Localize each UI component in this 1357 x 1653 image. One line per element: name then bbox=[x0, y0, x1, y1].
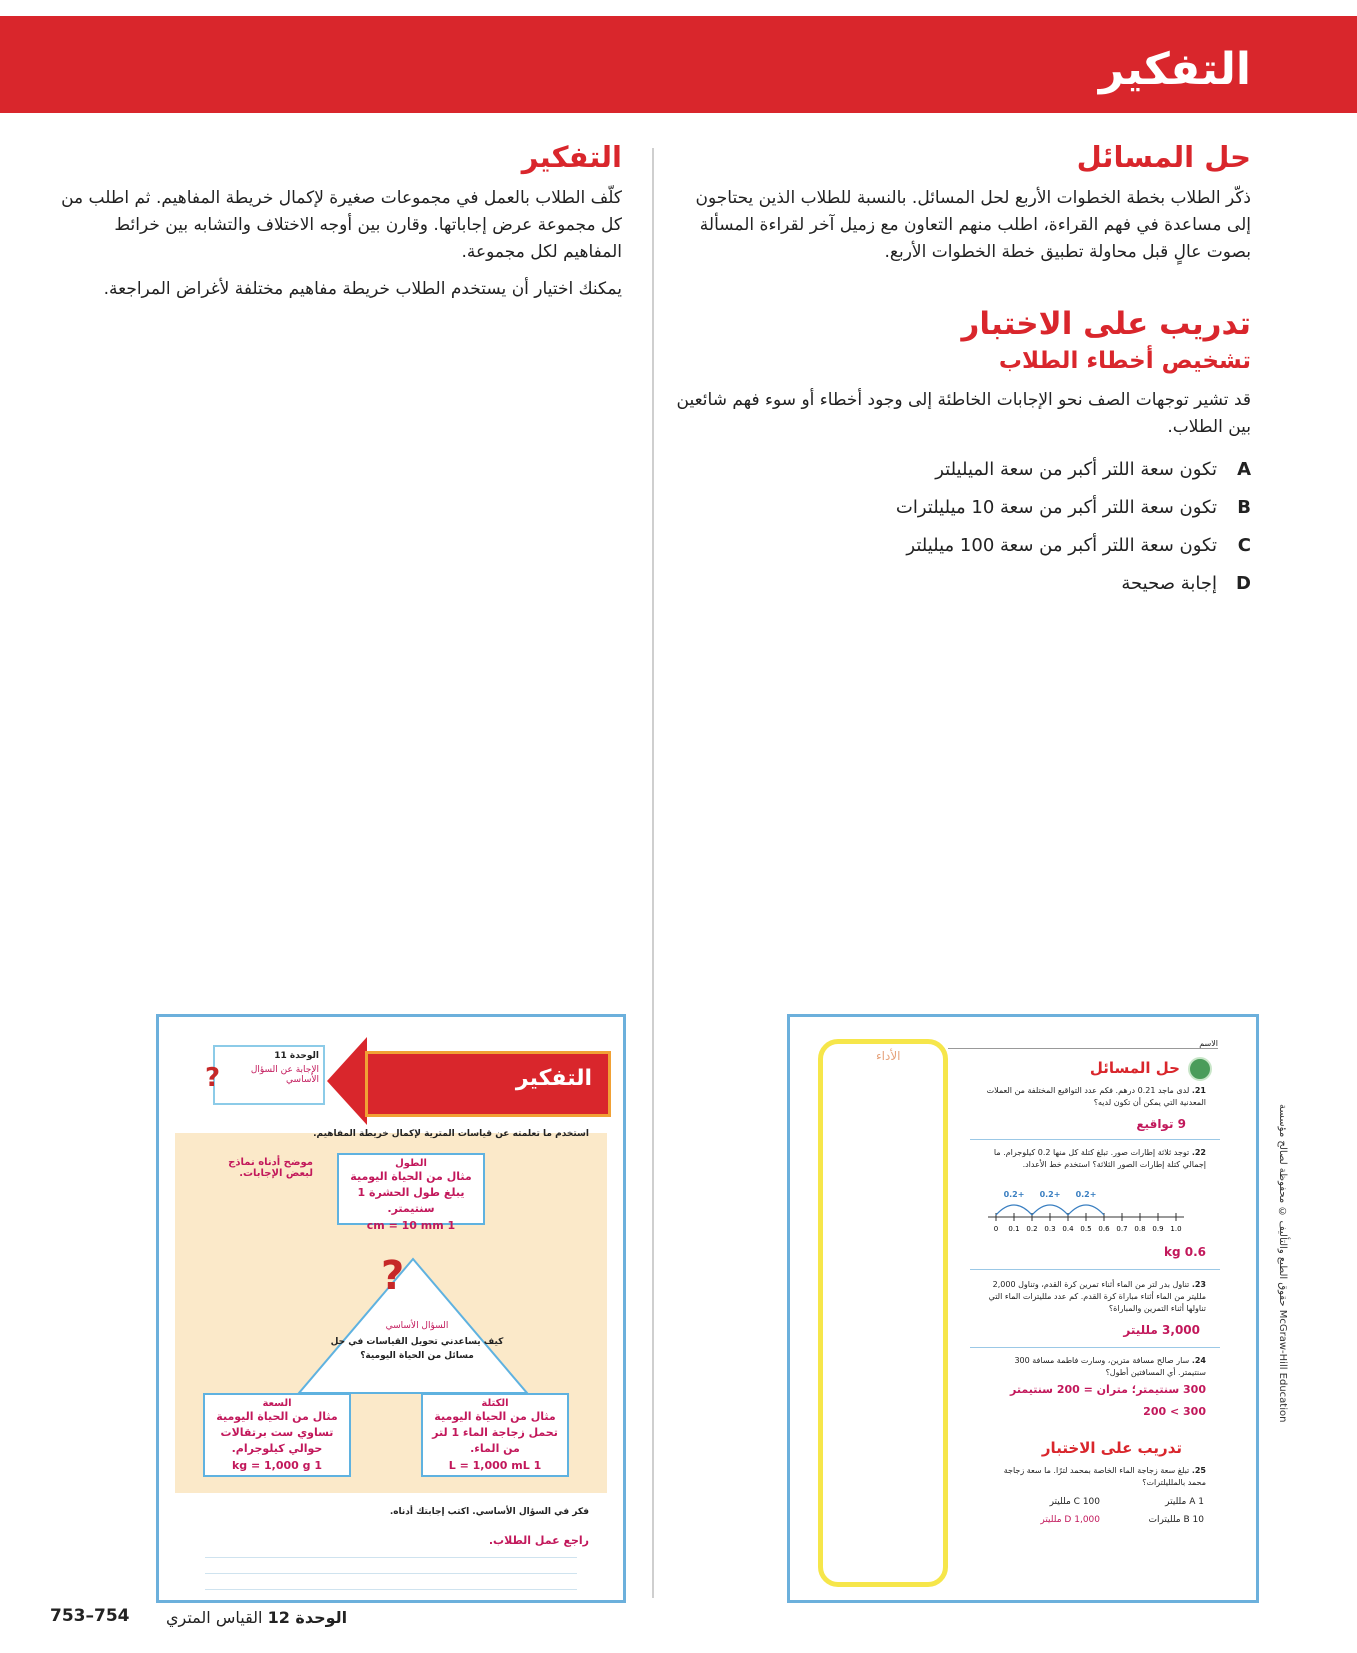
column-divider bbox=[652, 148, 654, 1598]
length-box bbox=[337, 1153, 485, 1232]
mass-box bbox=[421, 1393, 569, 1477]
answer-line bbox=[205, 1557, 577, 1558]
essential-question-prompt: فكر في السؤال الأساسي. اكتب إجابتك أدناه. bbox=[389, 1507, 589, 1517]
question-number: 25. bbox=[1191, 1466, 1206, 1475]
essential-question-answer: راجع عمل الطلاب. bbox=[488, 1534, 589, 1547]
answer-22: 0.6 kg bbox=[1163, 1245, 1206, 1259]
test-practice-heading: تدريب على الاختبار bbox=[1041, 1439, 1182, 1457]
number-line-jump-label: +0.2 bbox=[1075, 1190, 1097, 1199]
reflect-text-1: كلّف الطلاب بالعمل في مجموعات صغيرة لإكمال خريطة المفاهيم. ثم اطلب من كل مجموعة عرض إجاباتها. وقارن بين أوجه الاختلاف والتشابه بين خرائط المفاهيم لكل مجموعة. bbox=[61, 187, 622, 262]
number-line-label: 0.4 bbox=[1062, 1225, 1074, 1233]
question-22 bbox=[986, 1147, 1206, 1171]
option-text: 10 ملليترات bbox=[1148, 1515, 1204, 1525]
question-mark-icon: ? bbox=[381, 1253, 405, 1299]
number-line-label: 0.9 bbox=[1152, 1225, 1164, 1233]
margin-note: الأداء bbox=[876, 1049, 901, 1063]
box-title: الكتلة bbox=[481, 1398, 509, 1409]
question-number: 22. bbox=[1191, 1148, 1206, 1157]
number-line-jump-label: +0.2 bbox=[1039, 1190, 1061, 1199]
option-text: تكون سعة اللتر أكبر من سعة 10 ميليلترات bbox=[895, 496, 1217, 518]
number-line-label: 0.3 bbox=[1044, 1225, 1056, 1233]
left-column bbox=[52, 140, 622, 313]
option-letter: D bbox=[1064, 1515, 1072, 1525]
box-sub: مثال من الحياة اليومية bbox=[434, 1410, 556, 1423]
essential-question-label: السؤال الأساسي bbox=[385, 1321, 449, 1331]
answer-option bbox=[1165, 1497, 1204, 1507]
question-number: 24. bbox=[1191, 1356, 1206, 1365]
option-text: 1 ملليتر bbox=[1165, 1497, 1204, 1507]
reflect-banner bbox=[365, 1051, 611, 1117]
option-text: 1,000 ملليتر bbox=[1040, 1515, 1100, 1525]
unit-card-label: الوحدة 11 bbox=[274, 1051, 319, 1061]
reflect-heading: التفكير bbox=[521, 140, 622, 174]
number-line bbox=[986, 1185, 1186, 1241]
question-text: لدى ماجد 0.21 درهم. فكم عدد التواقيع المختلفة من العملات المعدنية التي يمكن أن تكون لديه؟ bbox=[986, 1086, 1206, 1107]
name-field: الاسم bbox=[948, 1039, 1218, 1049]
box-title: السعة bbox=[262, 1398, 292, 1409]
option-letter: A bbox=[1237, 458, 1251, 480]
box-value: 1 kg = 1,000 g bbox=[231, 1459, 323, 1472]
concept-map-instruction: استخدم ما تعلمته عن قياسات المترية لإكمال خريطة المفاهيم. bbox=[313, 1129, 589, 1139]
question-25 bbox=[986, 1465, 1206, 1489]
separator bbox=[970, 1139, 1220, 1140]
diagnose-errors-text: قد تشير توجهات الصف نحو الإجابات الخاطئة إلى وجود أخطاء أو سوء فهم شائعين بين الطلاب. bbox=[676, 389, 1251, 437]
option-text: إجابة صحيحة bbox=[1121, 572, 1217, 594]
number-line-label: 0.8 bbox=[1134, 1225, 1146, 1233]
answer-option bbox=[671, 527, 1251, 565]
question-text: تناول بدر لتر من الماء أثناء تمرين كرة القدم، وتناول 2,000 ملليتر من الماء أثناء مباراة كرة القدم. كم عدد ملليترات الماء التي تناولها أثناء التمرين والمباراة؟ bbox=[988, 1280, 1206, 1313]
option-letter: D bbox=[1236, 572, 1251, 594]
number-line-label: 0.6 bbox=[1098, 1225, 1110, 1233]
footer-unit bbox=[166, 1608, 347, 1627]
separator bbox=[970, 1269, 1220, 1270]
footer-unit-title: القياس المتري bbox=[166, 1608, 263, 1627]
answer-24-line-2: 300 > 200 bbox=[1143, 1405, 1206, 1418]
right-column bbox=[671, 140, 1251, 603]
problem-solving-text: ذكّر الطلاب بخطة الخطوات الأربع لحل المسائل. بالنسبة للطلاب الذين يحتاجون إلى مساعدة في فهم القراءة، اطلب منهم التعاون مع زميل آخر لقراءة المسألة بصوت عالٍ قبل محاولة تطبيق خطة الخطوات الأربع. bbox=[695, 187, 1251, 262]
answer-option bbox=[671, 489, 1251, 527]
option-letter: C bbox=[1237, 534, 1251, 556]
banner-title: التفكير bbox=[1098, 44, 1251, 95]
answer-option bbox=[1148, 1515, 1204, 1525]
sample-answers-note: موضح أدناه نماذج لبعض الإجابات. bbox=[228, 1157, 313, 1179]
option-letter: C bbox=[1073, 1497, 1080, 1507]
option-text: 100 ملليتر bbox=[1049, 1497, 1100, 1507]
answer-24-line-1: 300 سنتيمتر؛ متران = 200 سنتيمتر bbox=[1010, 1383, 1206, 1396]
unit-card-sub: الإجابة عن السؤال الأساسي bbox=[250, 1065, 319, 1085]
number-line-label: 1.0 bbox=[1170, 1225, 1182, 1233]
question-21 bbox=[986, 1085, 1206, 1109]
answer-line bbox=[205, 1589, 577, 1590]
unit-card bbox=[213, 1045, 325, 1105]
option-letter: A bbox=[1189, 1497, 1196, 1507]
test-practice-heading: تدريب على الاختبار bbox=[961, 305, 1251, 342]
question-text: تبلغ سعة زجاجة الماء الخاصة بمحمد لترًا. ما سعة زجاجة محمد بالملليلترات؟ bbox=[1003, 1466, 1206, 1487]
answer-23: 3,000 ملليتر bbox=[1123, 1323, 1200, 1337]
arrow-head-shape bbox=[327, 1037, 367, 1125]
concept-map-thumbnail bbox=[156, 1014, 626, 1603]
number-line-label: 0.7 bbox=[1116, 1225, 1128, 1233]
question-number: 21. bbox=[1191, 1086, 1206, 1095]
worksheet-thumbnail bbox=[787, 1014, 1259, 1603]
box-value: 1 cm = 10 mm bbox=[366, 1219, 456, 1232]
question-number: 23. bbox=[1191, 1280, 1206, 1289]
option-letter: B bbox=[1237, 496, 1251, 518]
box-sub: مثال من الحياة اليومية bbox=[216, 1410, 338, 1423]
copyright-credit: حقوق الطبع والتأليف © محفوظة لصالح مؤسسة McGraw-Hill Education bbox=[1277, 1104, 1288, 1423]
essential-question-text: كيف يساعدني تحويل القياسات في حل مسائل من الحياة اليومية؟ bbox=[330, 1337, 504, 1361]
option-letter: B bbox=[1183, 1515, 1190, 1525]
reflect-text-2: يمكنك اختيار أن يستخدم الطلاب خريطة مفاهيم مختلفة لأغراض المراجعة. bbox=[103, 278, 622, 299]
highlight-frame bbox=[818, 1039, 948, 1587]
answer-option bbox=[671, 565, 1251, 603]
box-sub: مثال من الحياة اليومية bbox=[350, 1170, 472, 1183]
number-line-jump-label: +0.2 bbox=[1003, 1190, 1025, 1199]
problem-solving-heading: حل المسائل bbox=[1076, 140, 1251, 174]
question-mark-icon: ? bbox=[205, 1063, 221, 1093]
worksheet-heading: حل المسائل bbox=[1089, 1059, 1180, 1077]
number-line-label: 0 bbox=[993, 1225, 999, 1233]
separator bbox=[970, 1347, 1220, 1348]
number-line-label: 0.1 bbox=[1008, 1225, 1020, 1233]
capacity-box bbox=[203, 1393, 351, 1477]
footer-page-numbers: 753–754 bbox=[50, 1606, 130, 1626]
option-text: تكون سعة اللتر أكبر من سعة 100 ميليلتر bbox=[906, 534, 1217, 556]
reflect-banner-title: التفكير bbox=[515, 1066, 592, 1091]
number-line-label: 0.5 bbox=[1080, 1225, 1092, 1233]
answer-option-selected bbox=[1040, 1515, 1100, 1525]
box-value: 1 L = 1,000 mL bbox=[448, 1459, 542, 1472]
question-text: توجد ثلاثة إطارات صور. تبلغ كتلة كل منها 0.2 كيلوجرام. ما إجمالي كتلة إطارات الصور الثلاثة؟ استخدم خط الأعداد. bbox=[993, 1148, 1206, 1169]
box-title: الطول bbox=[395, 1158, 427, 1169]
question-text: سار صالح مسافة مترين، وسارت فاطمة مسافة 300 سنتيمتر. أي المسافتين أطول؟ bbox=[1014, 1356, 1206, 1377]
question-23 bbox=[986, 1279, 1206, 1315]
box-text: يبلغ طول الحشرة 1 سنتيمتر. bbox=[357, 1186, 465, 1215]
answer-option bbox=[671, 451, 1251, 489]
question-24 bbox=[986, 1355, 1206, 1379]
answer-line bbox=[205, 1573, 577, 1574]
answer-21: 9 تواقيع bbox=[1136, 1117, 1186, 1131]
option-text: تكون سعة اللتر أكبر من سعة الميليلتر bbox=[935, 458, 1217, 480]
box-text: تساوي ست برتقالات حوالي كيلوجرام. bbox=[220, 1426, 334, 1455]
answer-option bbox=[1050, 1497, 1100, 1507]
diagnose-errors-subheading: تشخيص أخطاء الطلاب bbox=[998, 347, 1251, 374]
footer-unit-number: الوحدة 12 bbox=[267, 1608, 348, 1627]
box-text: تحمل زجاجة الماء 1 لتر من الماء. bbox=[432, 1426, 558, 1455]
top-banner bbox=[0, 16, 1357, 113]
number-line-label: 0.2 bbox=[1026, 1225, 1038, 1233]
globe-icon bbox=[1188, 1057, 1212, 1081]
